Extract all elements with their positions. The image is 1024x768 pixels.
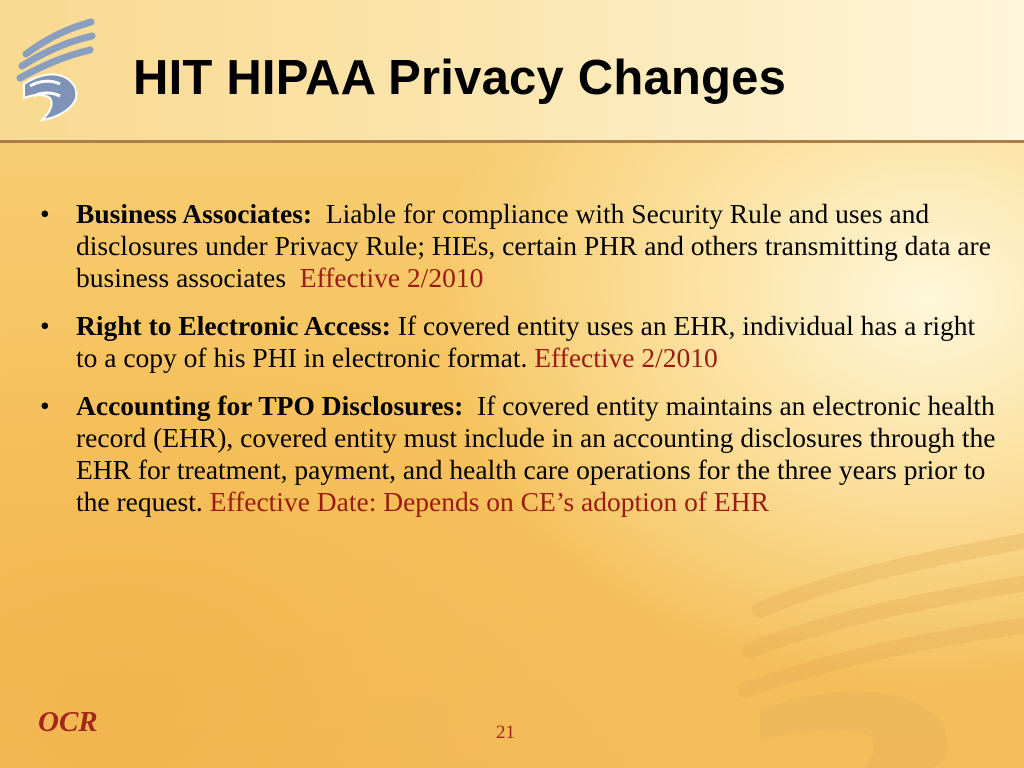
bullet-list xyxy=(40,198,1003,534)
bullet-item-electronic-access xyxy=(40,310,1000,374)
bullet-item-business-associates xyxy=(40,198,1000,294)
effective-date: Effective Date: Depends on CE’s adoption of EHR xyxy=(209,486,769,517)
bullet-dot: • xyxy=(40,310,50,341)
bullet-dot: • xyxy=(40,390,50,421)
effective-date: Effective 2/2010 xyxy=(534,342,718,373)
bullet-text: Liable for compliance with Security Rule and uses and disclosures under Privacy Rule; HIEs, certain PHR and others transmitting data are business associates xyxy=(76,198,998,293)
hhs-eagle-logo-icon xyxy=(6,14,102,124)
bullet-item-tpo-disclosures xyxy=(40,390,1003,518)
bullet-text: If covered entity uses an EHR, individual has a right to a copy of his PHI in electronic format. xyxy=(76,310,983,373)
slide-page-number: 21 xyxy=(496,722,515,743)
bullet-text: If covered entity maintains an electronic health record (EHR), covered entity must include in an accounting disclosures through the EHR for treatment, payment, and health care operations for the three years prior to the request. xyxy=(76,390,1003,517)
footer-org-label: OCR xyxy=(38,706,98,738)
bullet-term: Business Associates: xyxy=(76,198,313,229)
effective-date: Effective 2/2010 xyxy=(299,262,484,293)
slide-title: HIT HIPAA Privacy Changes xyxy=(133,51,787,105)
bullet-dot: • xyxy=(40,198,50,229)
header-divider xyxy=(0,140,1024,143)
hhs-eagle-watermark-icon xyxy=(720,520,1024,768)
bullet-term: Accounting for TPO Disclosures: xyxy=(76,390,464,421)
bullet-term: Right to Electronic Access: xyxy=(76,310,391,341)
